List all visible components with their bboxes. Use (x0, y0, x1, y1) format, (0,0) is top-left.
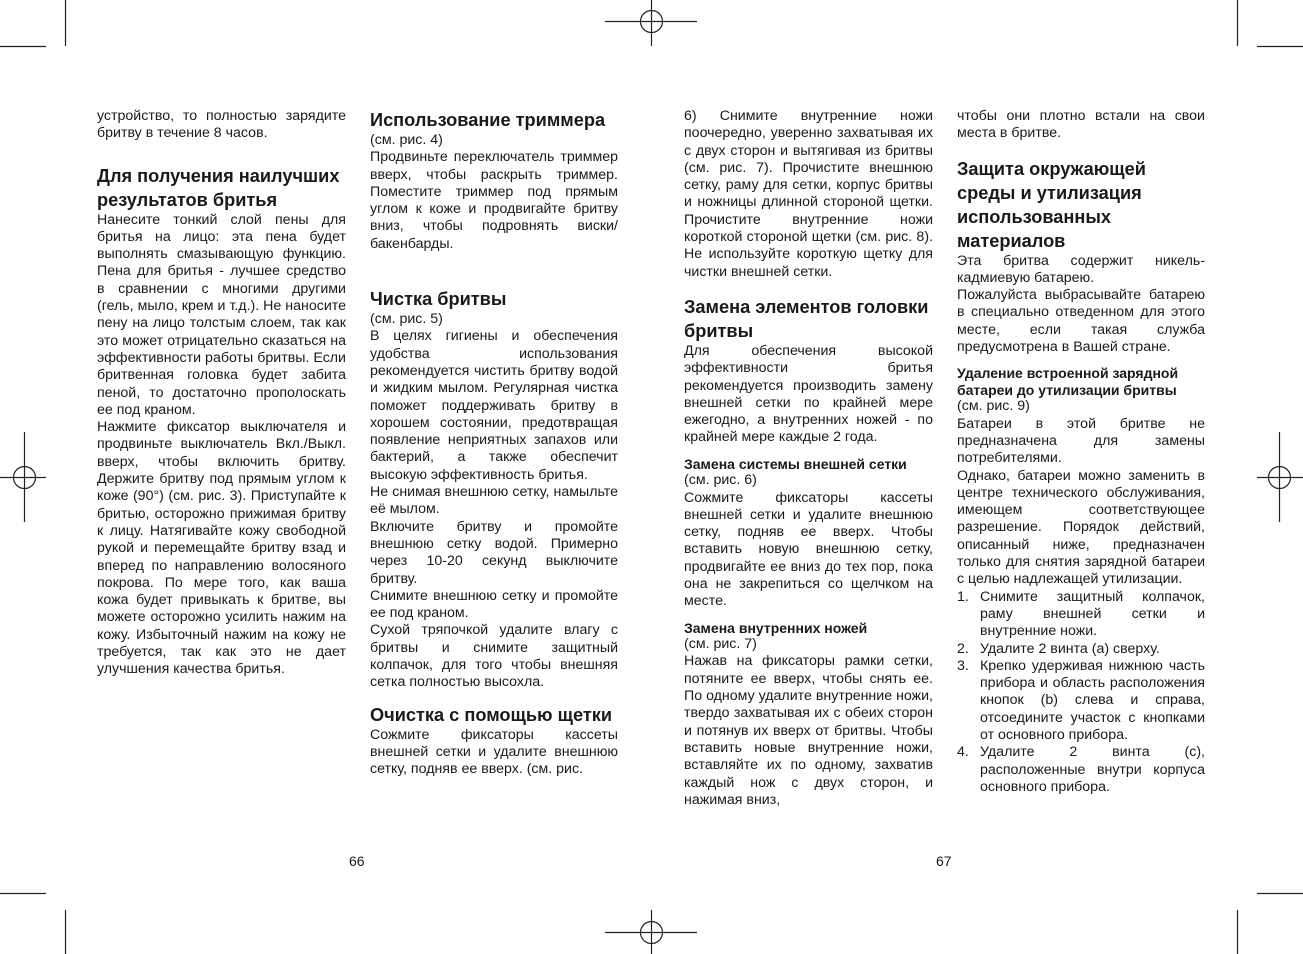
step-number: 2. (957, 640, 969, 657)
paragraph: Батареи в этой бритве не предназначена для замены потребителями. (957, 415, 1205, 467)
subsection-heading: Замена системы внешней сетки (684, 455, 907, 472)
list-item (957, 641, 1205, 658)
figure-reference: (см. рис. 7) (684, 636, 757, 653)
paragraph: 6) Снимите внутренние ножи поочередно, уверенно захватывая их с двух сторон и вытягивая из бритвы (см. рис. 7). Прочистите внешнюю сетку, раму для сетки, корпус бритвы и ножницы длинной стороной щетки. Прочистите внутренние ножи короткой стороной щетки (см. рис. 8). Не используйте короткую щетку для чистки внешней сетки. (684, 108, 933, 280)
step-text: Удалите 2 винта (c), расположенные внутри корпуса основного прибора. (980, 744, 1205, 795)
paragraph: Сухой тряпочкой удалите влагу с бритвы и снимите защитный колпачок, для того чтобы внешняя сетка полностью высохла. (370, 622, 618, 691)
left-page-column-1 (97, 108, 346, 679)
paragraph: Нажав на фиксаторы рамки сетки, потяните ее вверх, чтобы снять ее. По одному удалите внутренние ножи, твердо захватывая их с обеих сторон и потянув их вверх от бритвы. Чтобы вставить новые внутренние ножи, вставляйте их по одному, захватив каждый нож с двух сторон, и нажимая вниз, (684, 653, 933, 808)
paragraph: Эта бритва содержит никель-кадмиевую батарею. (957, 252, 1205, 286)
paragraph: Однако, батареи можно заменить в центре технического обслуживания, имеющем соответствующее разрешение. Порядок действий, описанный ниже, предназначен только для снятия зарядной батареи с целью надлежащей утилизации. (957, 467, 1205, 588)
paragraph: Продвиньте переключатель триммер вверх, чтобы раскрыть триммер. Поместите триммер под прямым углом к коже и продвигайте бритву вниз, чтобы подровнять виски/бакенбарды. (370, 149, 618, 252)
step-text: Крепко удерживая нижнюю часть прибора и область расположения кнопок (b) слева и справа, отсоедините участок с кнопками от основного прибора. (980, 657, 1205, 744)
page-number: 67 (936, 853, 952, 869)
step-number: 1. (957, 588, 969, 605)
paragraph: Нажмите фиксатор выключателя и продвиньте выключатель Вкл./Выкл. вверх, чтобы включить бритву. Держите бритву под прямым углом к коже (90°) (см. рис. 3). Приступайте к бритью, осторожно прижимая бритву к лицу. Натягивайте кожу свободной рукой и перемещайте бритву взад и вперед по направлению волосяного покрова. По мере того, как ваша кожа будет привыкать к бритве, вы можете осторожно усилить нажим на кожу. Избыточный нажим на кожу не требуется, так как это не дает улучшения качества бритья. (97, 419, 346, 678)
step-number: 4. (957, 744, 969, 761)
section-heading: Очистка с помощью щетки (370, 704, 613, 725)
paragraph: Нанесите тонкий слой пены для бритья на лицо: эта пена будет выполнять смазывающую функцию. Пена для бритья - лучшее средство в сравнении с многими другими (гель, мыло, крем и т.д.). Не наносите пену на лицо толстым слоем, так как это может отрицательно сказаться на эффективности работы бритвы. Если бритвенная головка будет забита пеной, то достаточно прополоскать ее под краном. (97, 211, 346, 418)
paragraph: Снимите внешнюю сетку и промойте ее под краном. (370, 587, 618, 622)
figure-reference: (см. рис. 9) (957, 398, 1030, 415)
paragraph: В целях гигиены и обеспечения удобства использования рекомендуется чистить бритву водой и жидким мылом. Регулярная чистка поможет поддерживать бритву в хорошем состоянии, предотвращая появление неприятных запахов или бактерий, а также обеспечит высокую эффективность бритья. (370, 328, 618, 483)
section-heading: Чистка бритвы (370, 289, 507, 310)
left-page-column-2 (370, 108, 618, 779)
right-page-column-1 (684, 108, 933, 809)
paragraph: Пожалуйста выбрасывайте батарею в специально отведенном для этого месте, если такая служба предусмотрена в Вашей стране. (957, 287, 1205, 356)
subsection-heading: Замена внутренних ножей (684, 619, 868, 636)
paragraph: чтобы они плотно встали на свои места в бритве. (957, 108, 1205, 142)
right-page-column-2 (957, 108, 1205, 796)
disposal-steps-list (957, 589, 1205, 797)
section-heading: Для получения наилучших результатов бритья (97, 165, 340, 210)
list-item (957, 589, 1205, 641)
paragraph: Для обеспечения высокой эффективности бритья рекомендуется производить замену внешней сетки по крайней мере ежегодно, а внутренних ножей - по крайней мере каждые 2 года. (684, 342, 933, 446)
paragraph: устройство, то полностью зарядите бритву в течение 8 часов. (97, 108, 346, 142)
figure-reference: (см. рис. 4) (370, 132, 443, 148)
list-item (957, 658, 1205, 744)
figure-reference: (см. рис. 5) (370, 311, 443, 328)
paragraph: Сожмите фиксаторы кассеты внешней сетки и удалите внешнюю сетку, подняв ее вверх. Чтобы вставить новую внешнюю сетку, продвигайте ее вниз до тех пор, пока она не закрепиться со щелчком на месте. (684, 489, 933, 610)
section-heading: Использование триммера (370, 110, 606, 130)
step-number: 3. (957, 657, 969, 674)
page-number: 66 (349, 853, 365, 869)
list-item (957, 744, 1205, 796)
paragraph: Включите бритву и промойте внешнюю сетку водой. Примерно через 10-20 секунд выключите бритву. (370, 518, 618, 587)
section-heading: Защита окружающей среды и утилизация использованных материалов (957, 158, 1146, 251)
subsection-heading: Удаление встроенной зарядной батареи до утилизации бритвы (957, 365, 1179, 398)
step-text: Снимите защитный колпачок, раму внешней сетки и внутренние ножи. (980, 588, 1205, 640)
step-text: Удалите 2 винта (a) сверху. (980, 640, 1160, 657)
figure-reference: (см. рис. 6) (684, 472, 757, 489)
section-heading: Замена элементов головки бритвы (684, 296, 929, 341)
paragraph: Не снимая внешнюю сетку, намыльте её мылом. (370, 484, 618, 518)
paragraph: Сожмите фиксаторы кассеты внешней сетки и удалите внешнюю сетку, подняв ее вверх. (см. рис. (370, 726, 618, 778)
